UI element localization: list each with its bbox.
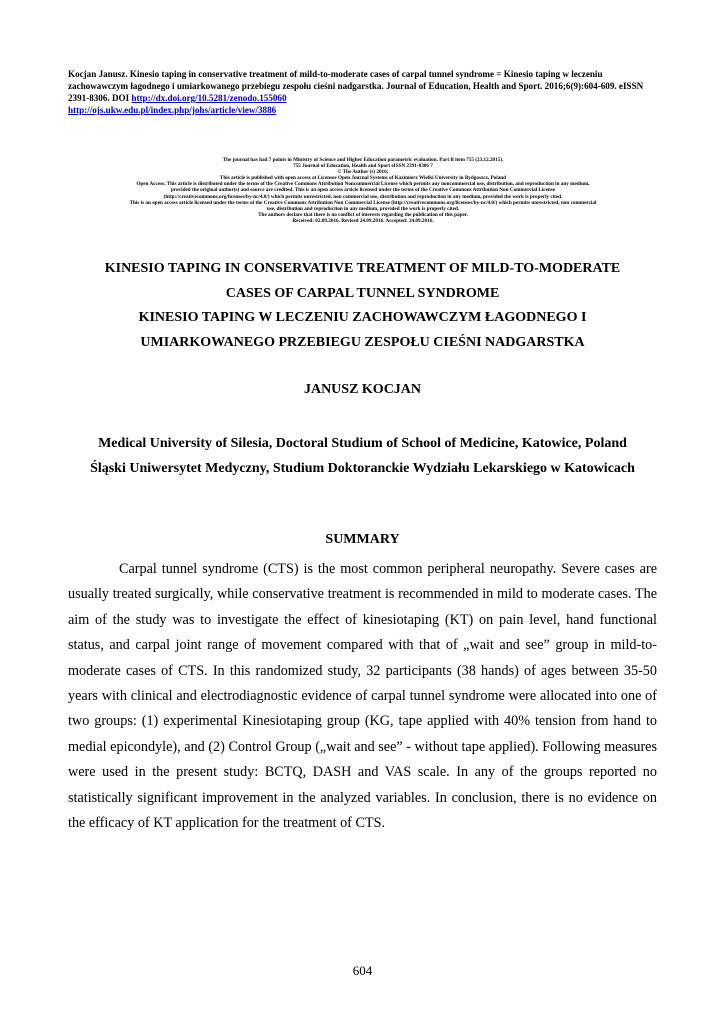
affiliation-polish: Śląski Uniwersytet Medyczny, Studium Doktoranckie Wydziału Lekarskiego w Katowicach <box>90 461 635 476</box>
affiliations <box>40 431 685 481</box>
summary-heading: SUMMARY <box>325 532 400 547</box>
notice-line: The authors declare that there is no conflict of interests regarding the publication of this paper. <box>258 211 468 218</box>
notice-line: Open Access. This article is distributed under the terms of the Creative Commons Attribution Noncommercial License which permits any noncommercial use, distribution, and reproduction in any medium, <box>136 181 590 188</box>
title-line: UMIARKOWANEGO PRZEBIEGU ZESPOŁU CIEŚNI NADGARSTKA <box>140 334 585 350</box>
notice-line: This is an open access article licensed under the terms of the Creative Commons Attribution Non Commercial License (http://creativecommons.org/licenses/by-nc/4.0/) which permits unrestricted, non commercial <box>129 199 597 206</box>
title-line: KINESIO TAPING W LECZENIU ZACHOWAWCZYM ŁAGODNEGO I <box>138 310 587 325</box>
title-line: KINESIO TAPING IN CONSERVATIVE TREATMENT OF MILD-TO-MODERATE <box>104 261 621 276</box>
notice-line: provided the original author(s) and source are credited. This is an open access article licensed under the terms of the Creative Commons Attribution Non Commercial License <box>170 187 556 194</box>
article-url-link[interactable]: http://ojs.ukw.edu.pl/index.php/johs/article/view/3886 <box>68 105 277 115</box>
notice-line: The journal has had 7 points in Ministry of Science and Higher Education parametric evaluation. Part B item 755 (23.12.2015). <box>222 157 504 163</box>
notice-line: use, distribution and reproduction in any medium, provided the work is properly cited. <box>266 205 460 212</box>
notice-line: © The Author (s) 2016; <box>337 169 389 176</box>
page-number: 604 <box>352 963 373 978</box>
citation-block <box>68 68 658 116</box>
article-title <box>60 257 665 355</box>
notice-line: 755 Journal of Education, Health and Sport eISSN 2391-8306 7 <box>293 163 433 170</box>
citation-text: Kocjan Janusz. Kinesio taping in conservative treatment of mild-to-moderate cases of carpal tunnel syndrome = Kinesio taping w leczeniu zachowawczym łagodnego i umiarkowanego przebiegu zespołu cieśni nadgarstka. Journal of Education, Health and Sport. 2016;6(9):604-609. eISSN 2391-8306. DOI <box>68 69 644 103</box>
notice-line: This article is published with open access at Licensee Open Journal Systems of Kazimierz Wielki University in Bydgoszcz, Poland <box>219 175 507 182</box>
journal-notice <box>68 157 658 224</box>
abstract-paragraph: Carpal tunnel syndrome (CTS) is the most common peripheral neuropathy. Severe cases are usually treated surgically, while conservative treatment is recommended in mild to moderate cases. The aim of the study was to investigate the effect of kinesiotaping (KT) on pain level, hand functional status, and carpal joint range of movement compared with that of „wait and see” group in mild-to-moderate cases of CTS. In this randomized study, 32 participants (38 hands) of ages between 35-50 years with clinical and electrodiagnostic evidence of carpal tunnel syndrome were allocated into one of two groups: (1) experimental Kinesiotaping group (KG, tape applied with 40% tension from hand to medial epicondyle), and (2) Control Group („wait and see” - without tape applied). Following measures were used in the present study: BCTQ, DASH and VAS scale. In any of the groups reported no statistically significant improvement in the analyzed variables. In conclusion, there is no evidence on the efficacy of KT application for the treatment of CTS. <box>68 561 657 832</box>
doi-link[interactable]: http://dx.doi.org/10.5281/zenodo.155060 <box>131 93 287 103</box>
notice-line: Received: 02.09.2016. Revised 24.09.2016. Accepted: 24.09.2016. <box>292 217 434 224</box>
title-line: CASES OF CARPAL TUNNEL SYNDROME <box>225 285 500 301</box>
author-name: JANUSZ KOCJAN <box>303 382 422 397</box>
notice-line: (http://creativecommons.org/licenses/by-nc/4.0/) which permits unrestricted, non commercial use, distribution and reproduction in any medium, provided the work is properly cited. <box>163 193 563 200</box>
affiliation-english: Medical University of Silesia, Doctoral Studium of School of Medicine, Katowice, Poland <box>98 436 627 451</box>
